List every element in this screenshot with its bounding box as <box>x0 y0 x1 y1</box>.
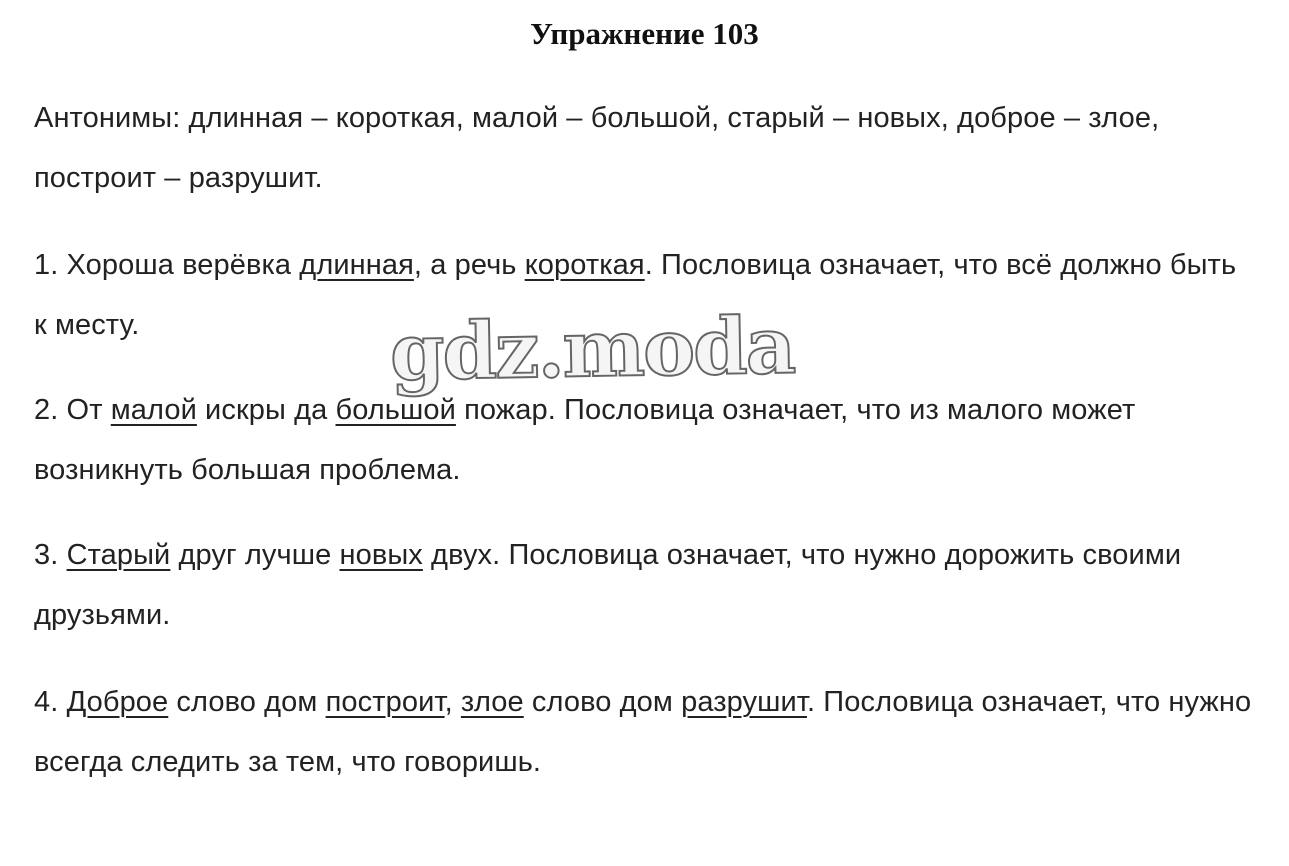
text-segment: слово дом <box>168 686 326 718</box>
item-number: 2. <box>34 394 59 426</box>
underlined-word: новых <box>339 539 423 571</box>
item-number: 4. <box>34 686 59 718</box>
text-segment: друг лучше <box>170 539 340 571</box>
text-segment: От <box>58 394 111 426</box>
text-segment <box>58 539 66 571</box>
watermark-logo: gdz.moda <box>389 300 795 399</box>
proverb-item-2 <box>34 380 1254 500</box>
underlined-word: разрушит <box>681 686 807 718</box>
exercise-title: Упражнение 103 <box>530 16 759 51</box>
proverb-item-3 <box>34 525 1254 645</box>
underlined-word: длинная <box>299 249 414 281</box>
underlined-word: Старый <box>66 539 171 571</box>
item-number: 1. <box>34 249 59 281</box>
underlined-word: малой <box>110 394 197 426</box>
text-segment: двух. Пословица означает, что нужно дорожить своими друзьями. <box>34 539 1182 631</box>
underlined-word: Доброе <box>66 686 169 718</box>
antonyms-paragraph: Антонимы: длинная – короткая, малой – большой, старый – новых, доброе – злоe, построит – разрушит. <box>34 102 1160 194</box>
underlined-word: большой <box>335 394 456 426</box>
text-segment: слово дом <box>523 686 682 718</box>
text-segment: пожар. Пословица означает, что из малого может возникнуть большая проблема. <box>34 394 1136 486</box>
item-number: 3. <box>34 539 59 571</box>
underlined-word: короткая <box>524 249 645 281</box>
text-segment <box>58 686 66 718</box>
text-segment: , <box>444 686 461 718</box>
text-segment: . Пословица означает, что всё должно быть к месту. <box>34 249 1237 341</box>
proverb-item-1 <box>34 235 1254 355</box>
text-segment: искры да <box>196 394 336 426</box>
underlined-word: построит <box>325 686 445 718</box>
underlined-word: злое <box>460 686 524 718</box>
text-segment: Хороша верёвка <box>58 249 300 281</box>
text-segment: . Пословица означает, что нужно всегда следить за тем, что говоришь. <box>34 686 1252 778</box>
text-segment: , а речь <box>413 249 525 281</box>
proverb-item-4 <box>34 672 1254 792</box>
